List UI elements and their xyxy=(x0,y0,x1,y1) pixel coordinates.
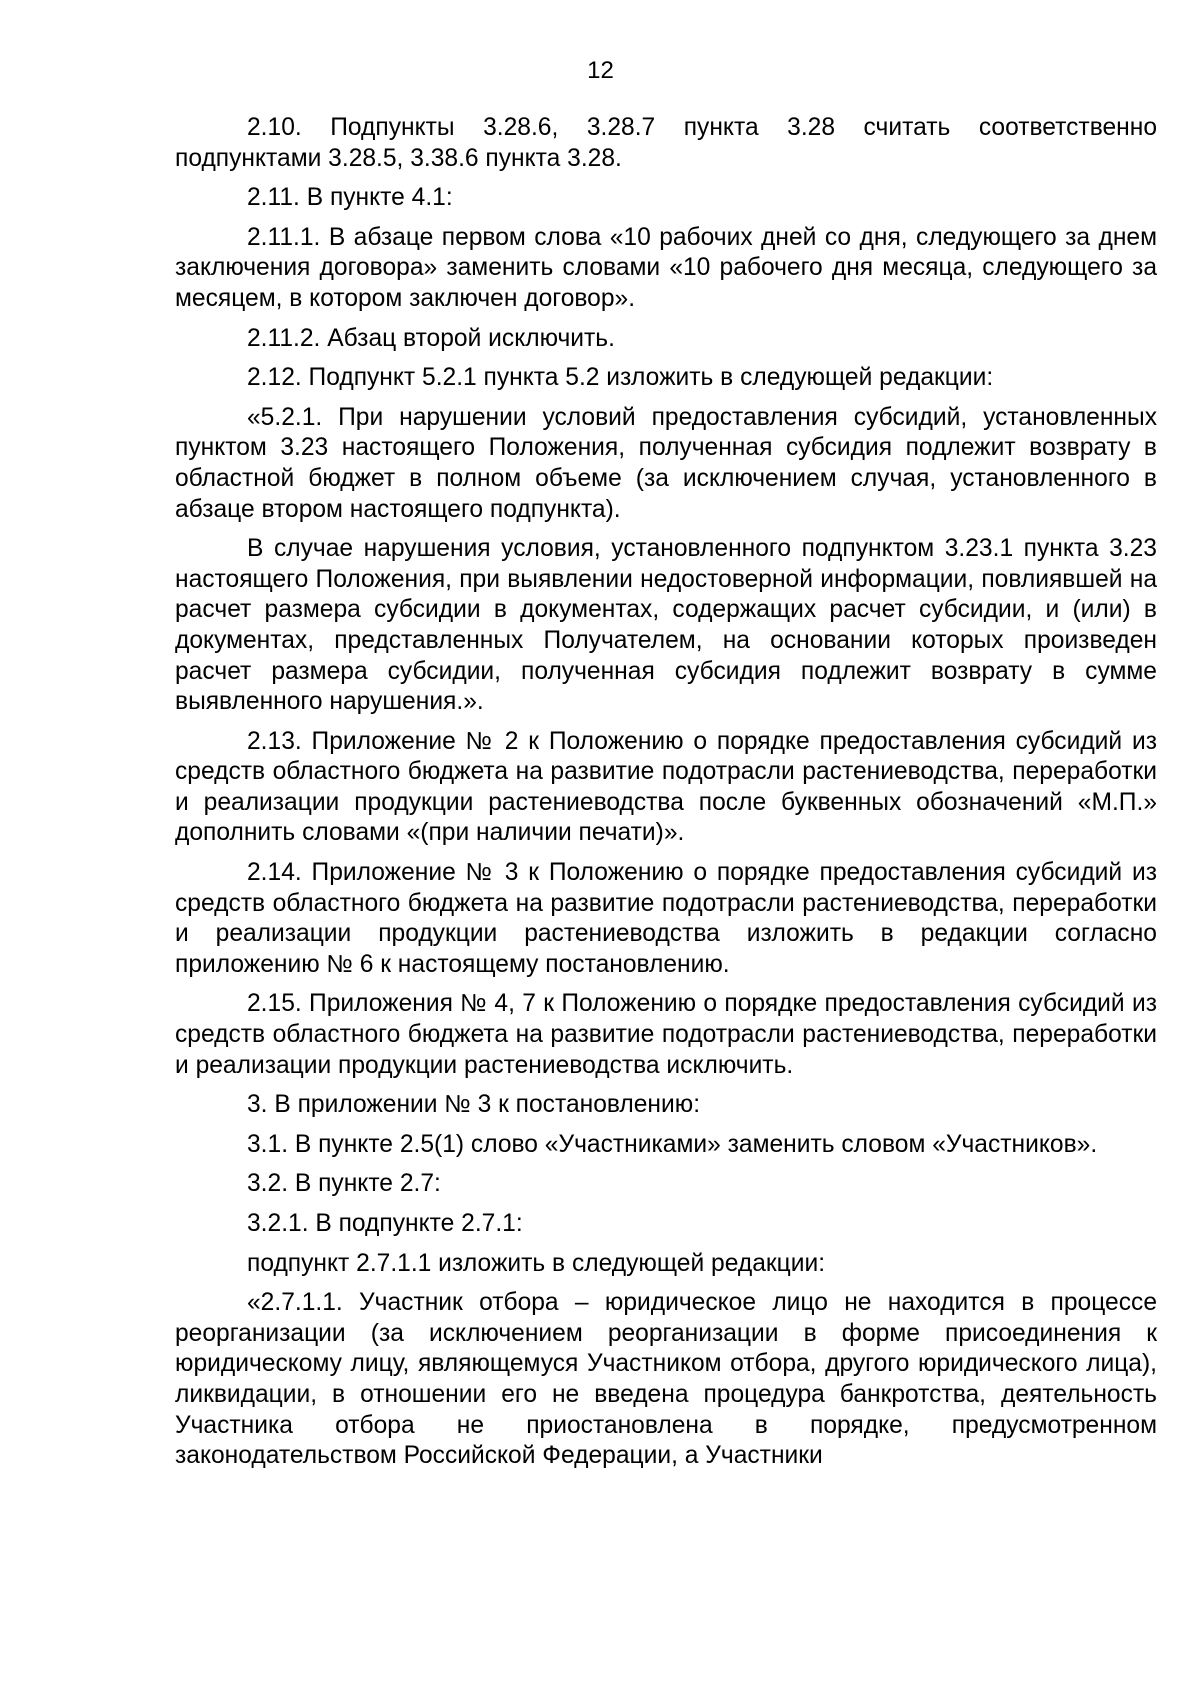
paragraph-2-13: 2.13. Приложение № 2 к Положению о порядке предоставления субсидий из средств областного бюджета на развитие подотрасли растениеводства, переработки и реализации продукции растениеводства после буквенных обозначений «М.П.» дополнить словами «(при наличии печати)». xyxy=(175,727,1157,847)
paragraph-5-2-1-second: В случае нарушения условия, установленного подпунктом 3.23.1 пункта 3.23 настоящего Положения, при выявлении недостоверной информации, повлиявшей на расчет размера субсидии в документах, содержащих расчет субсидии, и (или) в документах, представленных Получателем, на основании которых произведен расчет размера субсидии, полученная субсидия подлежит возврату в сумме выявленного нарушения.». xyxy=(175,535,1157,716)
paragraph-2-11-1: 2.11.1. В абзаце первом слова «10 рабочих дней со дня, следующего за днем заключения договора» заменить словами «10 рабочего дня месяца, следующего за месяцем, в котором заключен договор». xyxy=(175,223,1157,312)
paragraph-2-10: 2.10. Подпункты 3.28.6, 3.28.7 пункта 3.28 считать соответственно подпунктами 3.28.5, 3.38.6 пункта 3.28. xyxy=(175,114,1157,172)
paragraph-3-1: 3.1. В пункте 2.5(1) слово «Участниками» заменить словом «Участников». xyxy=(247,1130,1098,1158)
paragraph-2-12: 2.12. Подпункт 5.2.1 пункта 5.2 изложить в следующей редакции: xyxy=(247,364,994,392)
paragraph-2-11: 2.11. В пункте 4.1: xyxy=(247,184,453,212)
paragraph-2-7-1-1: «2.7.1.1. Участник отбора – юридическое лицо не находится в процессе реорганизации (за исключением реорганизации в форме присоединения к юридическому лицу, являющемуся Участником отбора, другого юридического лица), ликвидации, в отношении его не введена процедура банкротства, деятельность Участника отбора не приостановлена в порядке, предусмотренном законодательством Российской Федерации, а Участники xyxy=(175,1289,1157,1470)
page-number: 12 xyxy=(587,57,614,84)
paragraph-3-2: 3.2. В пункте 2.7: xyxy=(247,1170,441,1198)
paragraph-5-2-1: «5.2.1. При нарушении условий предоставления субсидий, установленных пунктом 3.23 настоящего Положения, полученная субсидия подлежит возврату в областной бюджет в полном объеме (за исключением случая, установленного в абзаце втором настоящего подпункта). xyxy=(175,403,1157,523)
paragraph-2-11-2: 2.11.2. Абзац второй исключить. xyxy=(247,324,615,352)
paragraph-3: 3. В приложении № 3 к постановлению: xyxy=(247,1091,701,1119)
paragraph-2-14: 2.14. Приложение № 3 к Положению о порядке предоставления субсидий из средств областного бюджета на развитие подотрасли растениеводства, переработки и реализации продукции растениеводства изложить в редакции согласно приложению № 6 к настоящему постановлению. xyxy=(175,859,1157,978)
paragraph-subpoint-2-7-1-1: подпункт 2.7.1.1 изложить в следующей редакции: xyxy=(247,1249,826,1277)
paragraph-3-2-1: 3.2.1. В подпункте 2.7.1: xyxy=(247,1210,523,1237)
document-body xyxy=(175,113,1157,1481)
paragraph-2-15: 2.15. Приложения № 4, 7 к Положению о порядке предоставления субсидий из средств областного бюджета на развитие подотрасли растениеводства, переработки и реализации продукции растениеводства исключить. xyxy=(175,990,1157,1079)
